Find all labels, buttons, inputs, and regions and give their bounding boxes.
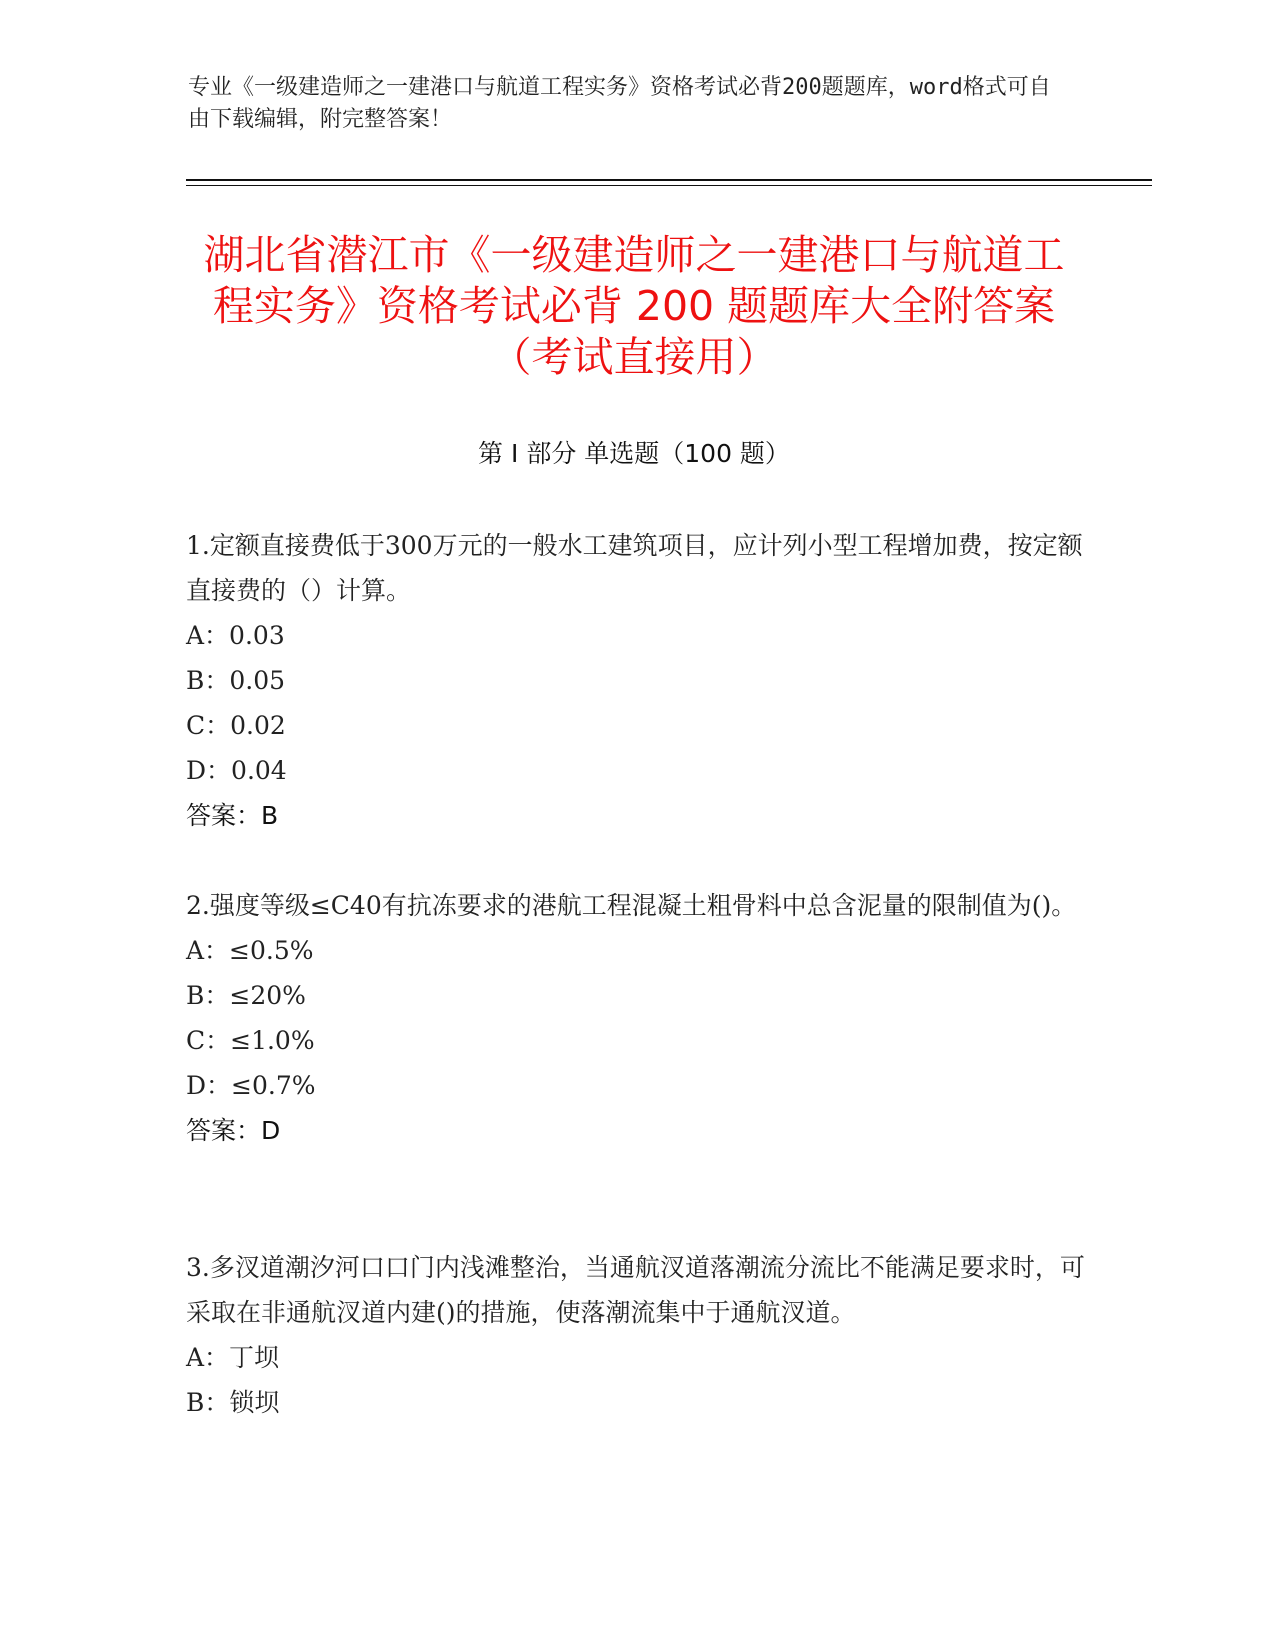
header-rule-thin xyxy=(186,185,1152,186)
document-title: 湖北省潜江市《一级建造师之一建港口与航道工程实务》资格考试必背 200 题题库大全附答案（考试直接用） xyxy=(203,231,1065,381)
question-1 xyxy=(186,523,1086,838)
option-c: C：0.02 xyxy=(186,711,286,740)
option-d: D：0.04 xyxy=(186,756,287,785)
question-stem: 1.定额直接费低于300万元的一般水工建筑项目，应计列小型工程增加费，按定额直接费的（）计算。 xyxy=(186,531,1083,605)
question-2 xyxy=(186,883,1086,1153)
option-c: C：≤1.0% xyxy=(186,1026,315,1055)
header-note: 专业《一级建造师之一建港口与航道工程实务》资格考试必背200题题库，word格式可自由下载编辑，附完整答案！ xyxy=(188,75,1051,132)
question-3 xyxy=(186,1245,1086,1425)
option-a: A：丁坝 xyxy=(186,1343,280,1372)
option-b: B：锁坝 xyxy=(186,1388,280,1417)
answer-line: 答案：B xyxy=(186,801,279,830)
question-stem: 2.强度等级≤C40有抗冻要求的港航工程混凝土粗骨料中总含泥量的限制值为()。 xyxy=(186,891,1077,920)
question-stem: 3.多汊道潮汐河口口门内浅滩整治，当通航汊道落潮流分流比不能满足要求时，可采取在非通航汊道内建()的措施，使落潮流集中于通航汊道。 xyxy=(186,1253,1085,1327)
option-a: A：0.03 xyxy=(186,621,285,650)
option-a: A：≤0.5% xyxy=(186,936,314,965)
answer-line: 答案：D xyxy=(186,1116,281,1145)
option-b: B：≤20% xyxy=(186,981,306,1010)
header-rule-thick xyxy=(186,179,1152,181)
option-b: B：0.05 xyxy=(186,666,286,695)
option-d: D：≤0.7% xyxy=(186,1071,316,1100)
section-title: 第 I 部分 单选题（100 题） xyxy=(478,439,790,468)
